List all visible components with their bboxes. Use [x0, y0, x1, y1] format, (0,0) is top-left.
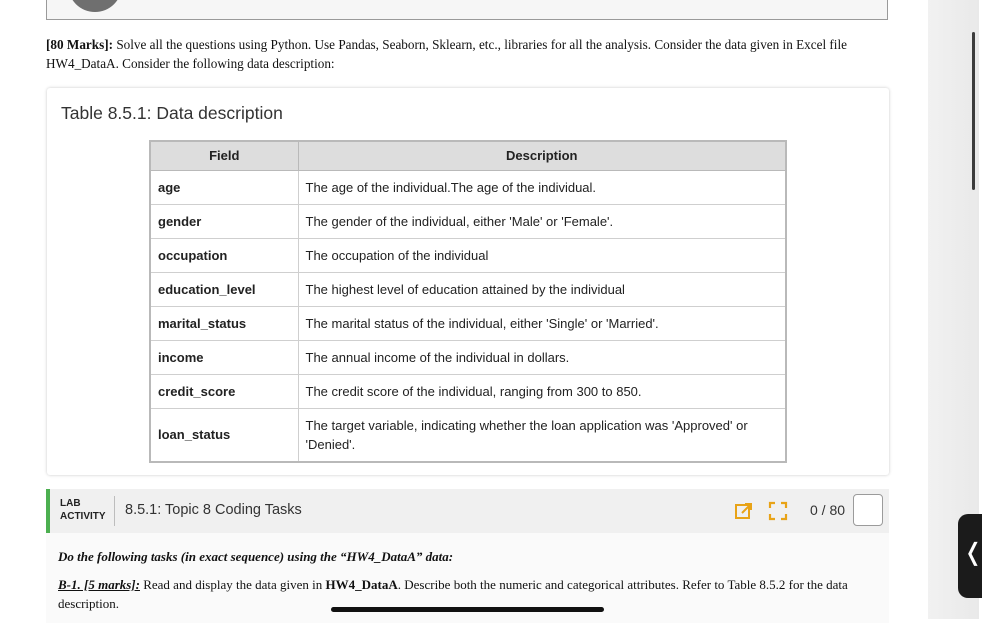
fullscreen-icon[interactable] [768, 501, 788, 521]
field-name: occupation [150, 238, 298, 272]
lab-divider [114, 496, 115, 526]
score-label: 0 / 80 [810, 502, 846, 518]
field-description: The gender of the individual, either 'Male' or 'Female'. [298, 204, 786, 238]
previous-section-frame [46, 0, 888, 20]
lab-activity-tag [60, 497, 106, 523]
field-name: education_level [150, 272, 298, 306]
table-title: Table 8.5.1: Data description [61, 103, 283, 123]
header-description: Description [298, 141, 786, 170]
table-row [150, 238, 786, 272]
table-row [150, 374, 786, 408]
lab-activity-header [46, 489, 889, 533]
field-description: The occupation of the individual [298, 238, 786, 272]
task-b1-dataset: HW4_DataA [325, 577, 398, 592]
table-row [150, 340, 786, 374]
table-row [150, 204, 786, 238]
field-description: The age of the individual.The age of the individual. [298, 170, 786, 204]
marks-label: [80 Marks]: [46, 37, 114, 52]
task-b1-text: Read and display the data given in [139, 577, 326, 592]
field-name: income [150, 340, 298, 374]
field-name: age [150, 170, 298, 204]
scrollbar-thumb[interactable] [972, 32, 975, 190]
header-field: Field [150, 141, 298, 170]
field-description: The highest level of education attained by the individual [298, 272, 786, 306]
field-name: marital_status [150, 306, 298, 340]
task-b1-label: B-1. [5 marks]: [58, 577, 140, 592]
table-row [150, 408, 786, 462]
field-description: The credit score of the individual, ranging from 300 to 850. [298, 374, 786, 408]
data-description-card [47, 88, 889, 475]
open-external-icon[interactable] [734, 501, 754, 521]
table-row [150, 272, 786, 306]
lab-title: 8.5.1: Topic 8 Coding Tasks [125, 502, 302, 518]
lab-tag-line: LAB [60, 498, 81, 509]
field-name: credit_score [150, 374, 298, 408]
field-name: loan_status [150, 408, 298, 462]
sidebar-toggle[interactable] [958, 514, 982, 598]
field-description: The marital status of the individual, either 'Single' or 'Married'. [298, 306, 786, 340]
task-b1-text: . Describe both the numeric and categorical attributes. Refer to Table 8.5.2 for the data description. [58, 577, 848, 611]
field-description: The target variable, indicating whether the loan application was 'Approved' or 'Denied'. [298, 408, 786, 462]
completion-checkbox [853, 494, 883, 526]
intro-text: Solve all the questions using Python. Use Pandas, Seaborn, Sklearn, etc., libraries for all the analysis. Consider the data given in Excel file HW4_DataA. Consider the following data description: [46, 37, 847, 71]
field-name: gender [150, 204, 298, 238]
task-heading: Do the following tasks (in exact sequence) using the “HW4_DataA” data: [58, 549, 454, 564]
field-description: The annual income of the individual in dollars. [298, 340, 786, 374]
lab-tag-line: ACTIVITY [60, 511, 106, 522]
table-header-row [150, 141, 786, 170]
data-description-table [149, 140, 787, 463]
assignment-intro [46, 35, 866, 73]
table-row [150, 306, 786, 340]
home-indicator[interactable] [331, 607, 604, 612]
table-row [150, 170, 786, 204]
chevron-left-icon: ❬ [963, 538, 983, 566]
